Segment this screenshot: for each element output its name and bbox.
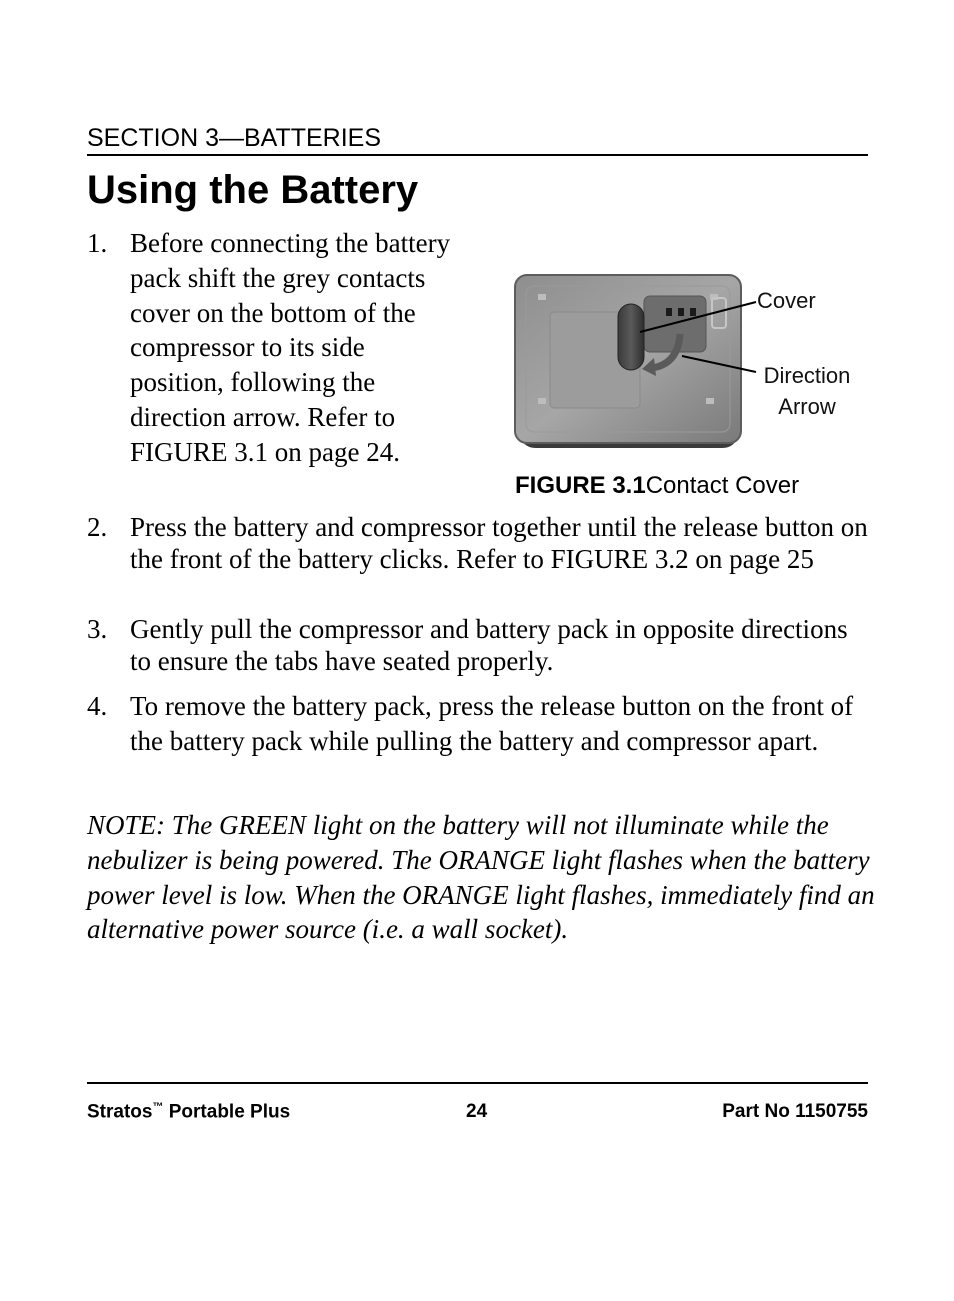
step-text: Before connecting the battery pack shift the grey contacts cover on the bottom of the compressor to its side position, following the direction arrow. Refer to FIGURE 3.1 on page 24. <box>130 228 451 467</box>
page-number: 24 <box>466 1101 488 1122</box>
section-label: SECTION 3—BATTERIES <box>87 124 382 152</box>
step-number: 1. <box>87 228 108 258</box>
section-divider <box>87 154 868 156</box>
note-paragraph: NOTE: The GREEN light on the battery will not illuminate while the nebulizer is being powered. The ORANGE light flashes when the battery power level is low. When the ORANGE light flashes, immediately find an alternative power source (i.e. a wall socket). <box>87 810 875 945</box>
step-text: Gently pull the compressor and battery pack in opposite directions to ensure the tabs have seated properly. <box>130 614 848 676</box>
step-text: To remove the battery pack, press the release button on the front of the battery pack while pulling the battery and compressor apart. <box>130 691 854 756</box>
step-number: 2. <box>87 512 108 542</box>
figure-number: FIGURE 3.1 <box>515 472 646 499</box>
trademark-symbol: ™ <box>152 1101 164 1113</box>
footer-divider <box>87 1082 868 1084</box>
callout-direction-arrow <box>752 360 862 422</box>
step-text: Press the battery and compressor together until the release button on the front of the battery clicks. Refer to FIGURE 3.2 on page 25 <box>130 512 868 574</box>
footer-part-number: Part No 1150755 <box>722 1101 868 1122</box>
footer-product-suffix: Portable Plus <box>163 1101 291 1123</box>
figure-caption <box>515 472 799 500</box>
step-number: 3. <box>87 614 108 644</box>
footer-product: Stratos <box>87 1101 153 1123</box>
callout-cover: Cover <box>757 288 816 313</box>
step-number: 4. <box>87 691 108 721</box>
callout-arrow: Arrow <box>778 394 836 419</box>
footer-product-name <box>87 1101 290 1123</box>
figure-caption-text: Contact Cover <box>645 472 800 499</box>
callout-direction: Direction <box>763 363 851 388</box>
page-title: Using the Battery <box>87 168 419 212</box>
